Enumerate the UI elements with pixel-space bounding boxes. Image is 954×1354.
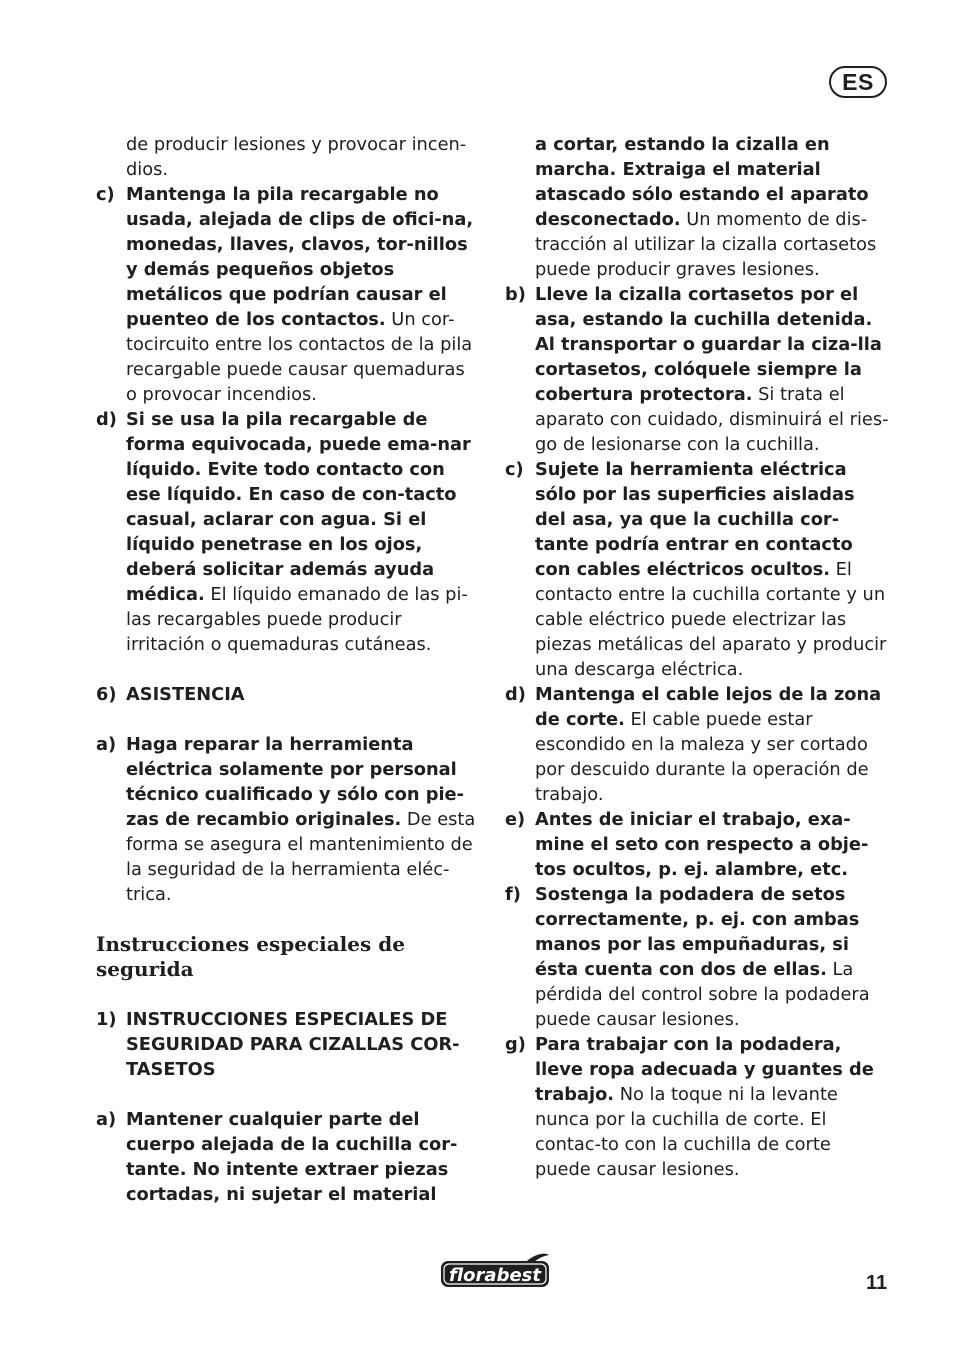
language-code: ES <box>842 68 874 95</box>
list-item-a-continuation <box>505 132 891 282</box>
item-bold-text: Si se usa la pila recargable de forma equivocada, puede ema-nar líquido. Evite todo contacto con ese líquido. En caso de con-tacto casual, aclarar con agua. Si el líquido penetrase en los ojos, deberá solicitar además ayuda médica. <box>126 409 471 605</box>
list-item-d <box>96 407 480 657</box>
item-label: e) <box>505 809 526 830</box>
item-label: b) <box>505 284 526 305</box>
item-bold-text: Sostenga la podadera de setos correctamente, p. ej. con ambas manos por las empuñaduras, si ésta cuenta con dos de ellas. <box>535 884 860 980</box>
item-text: El cable puede estar escondido en la maleza y ser cortado por descuido durante la operación de trabajo. <box>535 709 869 805</box>
item-label: c) <box>505 459 524 480</box>
item-text: De esta forma se asegura el mantenimiento de la seguridad de la herramienta eléc-trica. <box>126 809 476 905</box>
item-text: El líquido emanado de las pi-las recargables puede producir irritación o quemaduras cutáneas. <box>126 584 468 655</box>
list-item-c <box>505 457 891 682</box>
florabest-logo-icon <box>439 1253 551 1289</box>
list-item-b <box>505 282 891 457</box>
section-number: 6) <box>96 684 117 705</box>
item-text: Un cor-tocircuito entre los contactos de la pila recargable puede causar quemaduras o provocar incendios. <box>126 309 473 405</box>
subsection-heading: Instrucciones especiales de segurida <box>96 932 405 981</box>
item-label: c) <box>96 184 115 205</box>
item-bold-text: Lleve la cizalla cortasetos por el asa, estando la cuchilla detenida. Al transportar o guardar la ciza-lla cortasetos, colóquele siempre la cobertura protectora. <box>535 284 882 405</box>
page-number: 11 <box>866 1272 888 1294</box>
item-bold-text: Mantenga el cable lejos de la zona de corte. <box>535 684 882 730</box>
paragraph-continuation: de producir lesiones y provocar incen-dios. <box>126 134 467 180</box>
item-text: La pérdida del control sobre la podadera puede causar lesiones. <box>535 959 870 1030</box>
list-item-d <box>505 682 891 807</box>
item-bold-text: a cortar, estando la cizalla en marcha. Extraiga el material atascado sólo estando el aparato desconectado. <box>535 134 869 230</box>
section-title: INSTRUCCIONES ESPECIALES DE SEGURIDAD PARA CIZALLAS COR-TASETOS <box>126 1009 460 1080</box>
list-item-e <box>505 807 891 882</box>
right-column <box>505 132 891 1182</box>
item-label: d) <box>505 684 526 705</box>
left-column <box>96 132 480 1207</box>
item-bold-text: Mantenga la pila recargable no usada, alejada de clips de ofici-na, monedas, llaves, clavos, tor-nillos y demás pequeños objetos metálicos que podrían causar el puenteo de los contactos. <box>126 184 474 330</box>
item-text: Si trata el aparato con cuidado, disminuirá el ries-go de lesionarse con la cuchilla. <box>535 384 889 455</box>
item-label: a) <box>96 1109 117 1130</box>
item-bold-text: Haga reparar la herramienta eléctrica solamente por personal técnico cualificado y sólo con pie-zas de recambio originales. <box>126 734 464 830</box>
list-item-a-asistencia <box>96 732 480 907</box>
list-item-c <box>96 182 480 407</box>
brand-logo <box>439 1253 551 1289</box>
item-label: f) <box>505 884 521 905</box>
language-badge <box>829 66 887 98</box>
item-label: d) <box>96 409 117 430</box>
item-label: g) <box>505 1034 526 1055</box>
item-text: Un momento de dis-tracción al utilizar la cizalla cortasetos puede producir graves lesiones. <box>535 209 877 280</box>
item-bold-text: Mantener cualquier parte del cuerpo alejada de la cuchilla cor-tante. No intente extraer piezas cortadas, ni sujetar el material <box>126 1109 458 1205</box>
list-item-f <box>505 882 891 1032</box>
list-item-g <box>505 1032 891 1182</box>
section-heading-1 <box>96 1007 480 1082</box>
item-text: No la toque ni la levante nunca por la cuchilla de corte. El contac-to con la cuchilla de corte puede causar lesiones. <box>535 1084 838 1180</box>
item-label: a) <box>96 734 117 755</box>
section-number: 1) <box>96 1009 117 1030</box>
item-bold-text: Antes de iniciar el trabajo, exa-mine el seto con respecto a obje-tos ocultos, p. ej. alambre, etc. <box>535 809 869 880</box>
brand-name: florabest <box>449 1265 541 1286</box>
item-text: El contacto entre la cuchilla cortante y un cable eléctrico puede electrizar las piezas metálicas del aparato y producir una descarga eléctrica. <box>535 559 887 680</box>
list-item-a-cizallas <box>96 1107 480 1207</box>
item-bold-text: Para trabajar con la podadera, lleve ropa adecuada y guantes de trabajo. <box>535 1034 874 1105</box>
item-bold-text: Sujete la herramienta eléctrica sólo por las superficies aisladas del asa, ya que la cuchilla cor-tante podría entrar en contacto con cables eléctricos ocultos. <box>535 459 855 580</box>
section-heading-6 <box>96 682 480 707</box>
section-title: ASISTENCIA <box>126 684 245 705</box>
